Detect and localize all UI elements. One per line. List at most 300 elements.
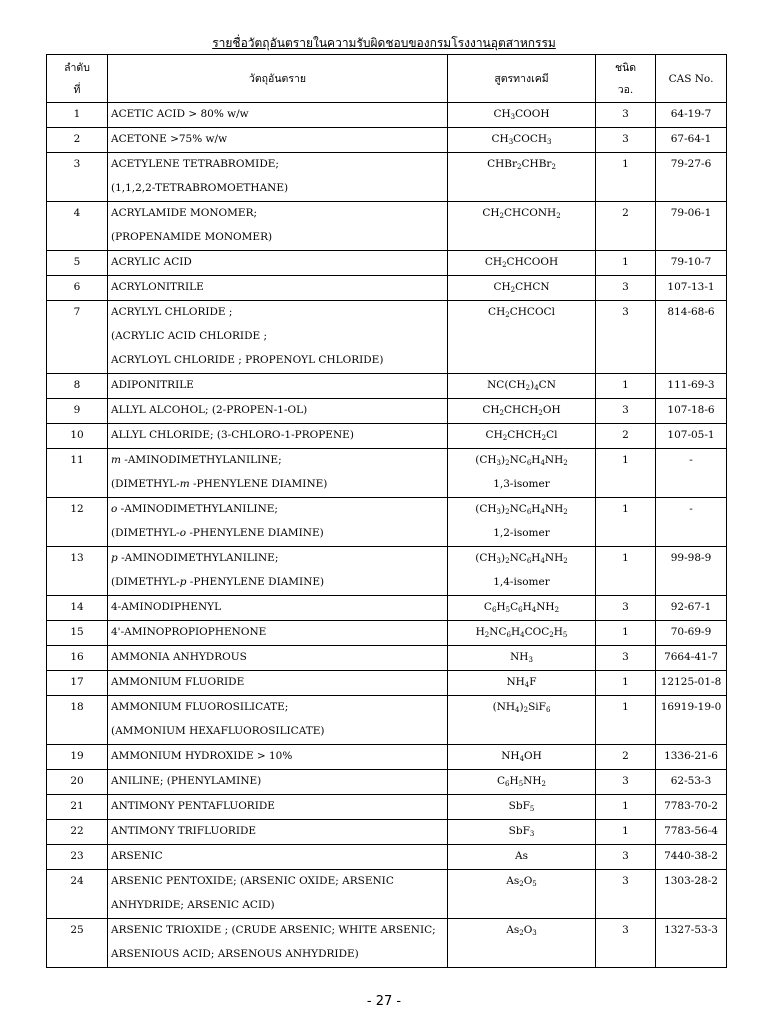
column-header-type: [596, 55, 656, 103]
cell-no: [47, 399, 108, 424]
cell-no: [47, 374, 108, 399]
cell-hazard-type: [596, 919, 656, 968]
cell-hazard-type: [596, 795, 656, 820]
cell-chemical-formula-line: $(CH_3)_2NC_6H_4NH_2$: [475, 454, 568, 467]
cell-cas-number: [656, 128, 727, 153]
cell-chemical-formula: [448, 449, 596, 498]
cell-cas-number-line: 7664-41-7: [664, 651, 718, 663]
cell-hazard-type-line: 3: [622, 306, 629, 318]
cell-substance-name: [108, 251, 448, 276]
cell-hazard-type-line: 2: [622, 207, 629, 219]
cell-chemical-formula-line: $H_2NC_6H_4COC_2H_5$: [475, 626, 568, 639]
cell-chemical-formula-line: $C_6H_5NH_2$: [497, 775, 546, 788]
cell-no-line: 22: [70, 825, 84, 837]
cell-no: [47, 621, 108, 646]
cell-chemical-formula: [448, 276, 596, 301]
cell-substance-name-line: AMMONIA ANHYDROUS: [111, 651, 247, 663]
table-row: [47, 596, 727, 621]
cell-cas-number-line: 99-98-9: [670, 552, 712, 564]
cell-hazard-type: [596, 103, 656, 128]
table-row: [47, 374, 727, 399]
cell-cas-number-line: 107-18-6: [667, 404, 715, 416]
cell-chemical-formula-line: $CH_2CHCH_2OH$: [482, 404, 561, 417]
cell-no-line: 21: [70, 800, 84, 812]
cell-hazard-type-line: 3: [622, 404, 629, 416]
cell-hazard-type-line: 3: [622, 775, 629, 787]
cell-substance-name-line: ARSENIC TRIOXIDE ; (CRUDE ARSENIC; WHITE ARSENIC;: [111, 924, 436, 936]
cell-chemical-formula-line: $CH_3COOH$: [493, 108, 550, 121]
cell-substance-name-line: AMMONIUM HYDROXIDE > 10%: [111, 750, 293, 762]
cell-no-line: 10: [70, 429, 84, 441]
hazardous-substances-table: [46, 54, 727, 968]
cell-substance-name: [108, 547, 448, 596]
cell-cas-number: [656, 745, 727, 770]
cell-cas-number-line: 67-64-1: [670, 133, 712, 145]
cell-substance-name-line: ACRYLONITRILE: [111, 281, 204, 293]
cell-cas-number: [656, 547, 727, 596]
cell-cas-number: [656, 449, 727, 498]
cell-no: [47, 547, 108, 596]
cell-chemical-formula: [448, 547, 596, 596]
cell-substance-name: [108, 202, 448, 251]
cell-hazard-type: [596, 128, 656, 153]
cell-chemical-formula: [448, 424, 596, 449]
cell-chemical-formula-line: $As_2O_5$: [506, 875, 537, 888]
cell-cas-number: [656, 596, 727, 621]
cell-substance-name-line: (DIMETHYL-o -PHENYLENE DIAMINE): [111, 527, 324, 539]
cell-no: [47, 276, 108, 301]
cell-hazard-type-line: 1: [622, 379, 629, 391]
cell-chemical-formula-line: $(CH_3)_2NC_6H_4NH_2$: [475, 503, 568, 516]
cell-chemical-formula: [448, 399, 596, 424]
cell-substance-name-line: ACETIC ACID > 80% w/w: [111, 108, 249, 120]
cell-hazard-type-line: 1: [622, 552, 629, 564]
cell-substance-name: [108, 845, 448, 870]
cell-hazard-type: [596, 770, 656, 795]
cell-hazard-type: [596, 449, 656, 498]
cell-chemical-formula-line: CHBr$_2$CHBr$_2$: [487, 158, 556, 171]
cell-cas-number: [656, 424, 727, 449]
cell-chemical-formula-line: $(NH_4)_2SiF_6$: [492, 701, 551, 714]
cell-substance-name-line: p -AMINODIMETHYLANILINE;: [111, 552, 279, 564]
cell-chemical-formula: [448, 820, 596, 845]
cell-hazard-type-line: 3: [622, 651, 629, 663]
table-row: [47, 251, 727, 276]
page-number: - 27 -: [366, 994, 402, 1009]
table-row: [47, 919, 727, 968]
cell-hazard-type: [596, 596, 656, 621]
cell-chemical-formula-line: $NC(CH_2)_4CN$: [487, 379, 556, 392]
cell-no-line: 17: [70, 676, 84, 688]
cell-chemical-formula-line: $CH_2CHCONH_2$: [482, 207, 561, 220]
cell-cas-number: [656, 845, 727, 870]
cell-cas-number-line: 7440-38-2: [664, 850, 718, 862]
cell-chemical-formula: [448, 596, 596, 621]
cell-no-line: 7: [73, 306, 81, 318]
cell-hazard-type-line: 3: [622, 924, 629, 936]
cell-cas-number-line: 1303-28-2: [664, 875, 718, 887]
cell-cas-number-line: 1336-21-6: [664, 750, 718, 762]
cell-hazard-type: [596, 696, 656, 745]
cell-no: [47, 153, 108, 202]
cell-substance-name-line: ARSENIOUS ACID; ARSENOUS ANHYDRIDE): [111, 948, 359, 960]
cell-chemical-formula-line: $CH_2CHCN$: [493, 281, 550, 294]
cell-substance-name-line: ANTIMONY TRIFLUORIDE: [111, 825, 257, 837]
cell-hazard-type: [596, 153, 656, 202]
cell-cas-number-line: -: [689, 503, 693, 515]
cell-substance-name: [108, 795, 448, 820]
cell-cas-number-line: 7783-56-4: [664, 825, 718, 837]
cell-cas-number: [656, 646, 727, 671]
cell-cas-number-line: 16919-19-0: [660, 701, 722, 713]
cell-chemical-formula: [448, 870, 596, 919]
cell-hazard-type: [596, 745, 656, 770]
cell-no: [47, 696, 108, 745]
cell-substance-name: [108, 745, 448, 770]
cell-cas-number-line: 107-05-1: [667, 429, 715, 441]
cell-no: [47, 449, 108, 498]
cell-cas-number: [656, 795, 727, 820]
cell-hazard-type-line: 3: [622, 108, 629, 120]
cell-no: [47, 646, 108, 671]
table-row: [47, 128, 727, 153]
cell-no-line: 16: [70, 651, 84, 663]
cell-no: [47, 498, 108, 547]
cell-substance-name-line: AMMONIUM FLUORIDE: [111, 676, 245, 688]
cell-hazard-type-line: 3: [622, 601, 629, 613]
cell-chemical-formula-line: As: [515, 850, 528, 862]
cell-cas-number-line: 79-10-7: [670, 256, 712, 268]
cell-chemical-formula: [448, 251, 596, 276]
cell-no: [47, 128, 108, 153]
cell-cas-number-line: 7783-70-2: [664, 800, 718, 812]
cell-cas-number-line: 1327-53-3: [664, 924, 718, 936]
cell-chemical-formula: [448, 646, 596, 671]
table-row: [47, 276, 727, 301]
cell-hazard-type-line: 3: [622, 281, 629, 293]
table-row: [47, 845, 727, 870]
cell-hazard-type-line: 3: [622, 850, 629, 862]
cell-hazard-type: [596, 399, 656, 424]
table-row: [47, 745, 727, 770]
cell-cas-number-line: 70-69-9: [670, 626, 712, 638]
table-body: [47, 103, 727, 968]
cell-substance-name-line: ADIPONITRILE: [111, 379, 194, 391]
cell-substance-name: [108, 646, 448, 671]
cell-no-line: 9: [73, 404, 81, 416]
cell-cas-number: [656, 919, 727, 968]
column-header-type-line1: ชนิด: [614, 61, 637, 74]
cell-no: [47, 770, 108, 795]
cell-no: [47, 202, 108, 251]
cell-cas-number: [656, 103, 727, 128]
cell-chemical-formula-line: $As_2O_3$: [506, 924, 537, 937]
cell-hazard-type: [596, 424, 656, 449]
cell-cas-number: [656, 202, 727, 251]
cell-no: [47, 820, 108, 845]
cell-chemical-formula-line: $CH_2CHCOCl$: [488, 306, 555, 319]
cell-substance-name-line: ANHYDRIDE; ARSENIC ACID): [111, 899, 275, 911]
cell-no: [47, 251, 108, 276]
cell-substance-name-line: ARSENIC: [111, 850, 163, 862]
cell-no-line: 19: [70, 750, 84, 762]
cell-hazard-type-line: 3: [622, 133, 629, 145]
cell-chemical-formula: [448, 374, 596, 399]
cell-chemical-formula: [448, 845, 596, 870]
cell-hazard-type-line: 1: [622, 256, 629, 268]
cell-substance-name: [108, 770, 448, 795]
cell-chemical-formula-line: $CH_3COCH_3$: [491, 133, 552, 146]
cell-no: [47, 745, 108, 770]
cell-substance-name-line: ANILINE; (PHENYLAMINE): [111, 775, 262, 787]
cell-substance-name-line: ACETYLENE TETRABROMIDE;: [111, 158, 279, 170]
cell-substance-name-line: ACETONE >75% w/w: [111, 133, 228, 145]
cell-substance-name-line: (AMMONIUM HEXAFLUOROSILICATE): [111, 725, 325, 737]
column-header-no-line2: ที่: [73, 83, 81, 96]
cell-no-line: 25: [70, 924, 84, 936]
cell-no: [47, 596, 108, 621]
table-row: [47, 301, 727, 374]
cell-hazard-type: [596, 870, 656, 919]
table-row: [47, 870, 727, 919]
cell-substance-name: [108, 374, 448, 399]
cell-hazard-type: [596, 547, 656, 596]
cell-substance-name-line: 4-AMINODIPHENYL: [111, 601, 222, 613]
table-row: [47, 671, 727, 696]
column-header-type-line2: วอ.: [617, 83, 634, 96]
cell-substance-name-line: ACRYLIC ACID: [111, 256, 192, 268]
cell-substance-name-line: 4'-AMINOPROPIOPHENONE: [111, 626, 267, 638]
cell-hazard-type: [596, 845, 656, 870]
table-row: [47, 103, 727, 128]
cell-cas-number: [656, 399, 727, 424]
cell-hazard-type-line: 1: [622, 676, 629, 688]
table-row: [47, 770, 727, 795]
table-row: [47, 449, 727, 498]
cell-hazard-type-line: 1: [622, 503, 629, 515]
cell-substance-name-line: AMMONIUM FLUOROSILICATE;: [111, 701, 289, 713]
cell-substance-name: [108, 128, 448, 153]
table-row: [47, 795, 727, 820]
cell-substance-name-line: ACRYLYL CHLORIDE ;: [111, 306, 233, 318]
cell-no-line: 5: [73, 256, 81, 268]
cell-substance-name: [108, 498, 448, 547]
cell-chemical-formula-line: 1,4-isomer: [493, 576, 550, 588]
cell-substance-name: [108, 596, 448, 621]
cell-cas-number-line: 79-06-1: [670, 207, 712, 219]
cell-substance-name: [108, 399, 448, 424]
table-row: [47, 621, 727, 646]
table-row: [47, 646, 727, 671]
cell-hazard-type: [596, 498, 656, 547]
cell-chemical-formula-line: SbF$_3$: [508, 825, 535, 838]
cell-chemical-formula: [448, 301, 596, 374]
cell-substance-name: [108, 919, 448, 968]
cell-cas-number-line: 107-13-1: [667, 281, 715, 293]
cell-no-line: 14: [70, 601, 84, 613]
cell-chemical-formula-line: $CH_2CHCOOH$: [484, 256, 559, 269]
table-row: [47, 424, 727, 449]
cell-hazard-type: [596, 301, 656, 374]
cell-no-line: 3: [73, 158, 81, 170]
cell-chemical-formula-line: 1,3-isomer: [493, 478, 550, 490]
cell-no-line: 2: [73, 133, 81, 145]
cell-chemical-formula: [448, 745, 596, 770]
cell-no-line: 6: [73, 281, 81, 293]
table-row: [47, 547, 727, 596]
column-header-formula: สูตรทางเคมี: [448, 55, 596, 103]
cell-chemical-formula: [448, 795, 596, 820]
cell-chemical-formula: [448, 498, 596, 547]
cell-substance-name-line: (ACRYLIC ACID CHLORIDE ;: [111, 330, 268, 342]
cell-no: [47, 845, 108, 870]
cell-hazard-type: [596, 671, 656, 696]
cell-no: [47, 301, 108, 374]
column-header-substance: วัตถุอันตราย: [108, 55, 448, 103]
cell-cas-number-line: 12125-01-8: [660, 676, 722, 688]
cell-hazard-type-line: 1: [622, 158, 629, 170]
cell-hazard-type-line: 1: [622, 454, 629, 466]
cell-hazard-type: [596, 621, 656, 646]
cell-cas-number-line: 64-19-7: [670, 108, 712, 120]
cell-cas-number: [656, 374, 727, 399]
cell-substance-name-line: (1,1,2,2-TETRABROMOETHANE): [111, 182, 289, 194]
cell-cas-number-line: 111-69-3: [667, 379, 715, 391]
column-header-cas: CAS No.: [656, 55, 727, 103]
column-header-no-line1: ลำดับ: [64, 61, 90, 74]
cell-chemical-formula: [448, 202, 596, 251]
cell-chemical-formula-line: SbF$_5$: [508, 800, 535, 813]
cell-substance-name: [108, 103, 448, 128]
cell-substance-name-line: (DIMETHYL-m -PHENYLENE DIAMINE): [111, 478, 328, 490]
cell-hazard-type: [596, 251, 656, 276]
cell-chemical-formula-line: $NH_4OH$: [501, 750, 542, 763]
cell-cas-number: [656, 870, 727, 919]
column-header-no: [47, 55, 108, 103]
cell-chemical-formula: [448, 621, 596, 646]
cell-no: [47, 103, 108, 128]
cell-chemical-formula: [448, 103, 596, 128]
cell-substance-name: [108, 870, 448, 919]
cell-cas-number-line: -: [689, 454, 693, 466]
cell-substance-name: [108, 276, 448, 301]
cell-no: [47, 795, 108, 820]
cell-chemical-formula: [448, 919, 596, 968]
cell-no-line: 13: [70, 552, 84, 564]
cell-no-line: 8: [73, 379, 81, 391]
cell-hazard-type-line: 1: [622, 626, 629, 638]
cell-no: [47, 870, 108, 919]
cell-hazard-type-line: 1: [622, 701, 629, 713]
cell-hazard-type-line: 1: [622, 800, 629, 812]
cell-cas-number: [656, 251, 727, 276]
table-row: [47, 202, 727, 251]
cell-chemical-formula-line: 1,2-isomer: [493, 527, 550, 539]
cell-hazard-type-line: 3: [622, 875, 629, 887]
cell-no-line: 11: [70, 454, 84, 466]
cell-chemical-formula: [448, 128, 596, 153]
cell-chemical-formula-line: $CH_2CHCH_2Cl$: [485, 429, 558, 442]
cell-cas-number-line: 62-53-3: [670, 775, 712, 787]
cell-no-line: 12: [70, 503, 84, 515]
cell-hazard-type: [596, 202, 656, 251]
cell-no-line: 20: [70, 775, 84, 787]
table-row: [47, 820, 727, 845]
cell-substance-name-line: (DIMETHYL-p -PHENYLENE DIAMINE): [111, 576, 325, 588]
cell-substance-name-line: ACRYLAMIDE MONOMER;: [111, 207, 258, 219]
cell-cas-number: [656, 770, 727, 795]
cell-substance-name: [108, 820, 448, 845]
cell-cas-number: [656, 301, 727, 374]
cell-substance-name-line: ANTIMONY PENTAFLUORIDE: [111, 800, 275, 812]
cell-no-line: 4: [73, 207, 81, 219]
cell-substance-name-line: ALLYL ALCOHOL; (2-PROPEN-1-OL): [111, 404, 308, 416]
cell-hazard-type-line: 2: [622, 429, 629, 441]
cell-chemical-formula: [448, 770, 596, 795]
cell-no-line: 15: [70, 626, 84, 638]
cell-chemical-formula: [448, 153, 596, 202]
document-title: รายชื่อวัตถุอันตรายในความรับผิดชอบของกรมโรงงานอุตสาหกรรม: [212, 36, 556, 50]
cell-hazard-type: [596, 374, 656, 399]
cell-substance-name: [108, 424, 448, 449]
cell-cas-number: [656, 671, 727, 696]
cell-no-line: 23: [70, 850, 84, 862]
cell-substance-name-line: ARSENIC PENTOXIDE; (ARSENIC OXIDE; ARSENIC: [111, 875, 394, 887]
cell-chemical-formula-line: $(CH_3)_2NC_6H_4NH_2$: [475, 552, 568, 565]
cell-substance-name: [108, 153, 448, 202]
cell-cas-number-line: 92-67-1: [670, 601, 712, 613]
cell-substance-name-line: o -AMINODIMETHYLANILINE;: [111, 503, 278, 515]
cell-hazard-type: [596, 646, 656, 671]
cell-hazard-type: [596, 820, 656, 845]
cell-cas-number-line: 79-27-6: [670, 158, 712, 170]
cell-hazard-type-line: 1: [622, 825, 629, 837]
cell-substance-name-line: ALLYL CHLORIDE; (3-CHLORO-1-PROPENE): [111, 429, 354, 441]
cell-no: [47, 671, 108, 696]
cell-cas-number: [656, 696, 727, 745]
cell-chemical-formula-line: $C_6H_5C_6H_4NH_2$: [483, 601, 560, 614]
cell-cas-number: [656, 498, 727, 547]
cell-substance-name-line: m -AMINODIMETHYLANILINE;: [111, 454, 282, 466]
cell-substance-name: [108, 671, 448, 696]
cell-cas-number: [656, 820, 727, 845]
cell-substance-name: [108, 301, 448, 374]
cell-substance-name: [108, 449, 448, 498]
cell-no: [47, 424, 108, 449]
cell-no: [47, 919, 108, 968]
table-row: [47, 498, 727, 547]
cell-substance-name-line: ACRYLOYL CHLORIDE ; PROPENOYL CHLORIDE): [111, 354, 384, 366]
table-row: [47, 696, 727, 745]
cell-no-line: 18: [70, 701, 84, 713]
table-row: [47, 153, 727, 202]
cell-substance-name-line: (PROPENAMIDE MONOMER): [111, 231, 273, 243]
cell-cas-number: [656, 276, 727, 301]
cell-no-line: 1: [73, 108, 81, 120]
cell-cas-number: [656, 153, 727, 202]
cell-chemical-formula-line: $NH_3$: [510, 651, 533, 664]
cell-chemical-formula-line: $NH_4F$: [506, 676, 537, 689]
cell-no-line: 24: [70, 875, 84, 887]
table-header-row: [47, 55, 727, 103]
cell-chemical-formula: [448, 696, 596, 745]
cell-cas-number: [656, 621, 727, 646]
cell-substance-name: [108, 696, 448, 745]
cell-hazard-type-line: 2: [622, 750, 629, 762]
cell-substance-name: [108, 621, 448, 646]
cell-hazard-type: [596, 276, 656, 301]
table-row: [47, 399, 727, 424]
